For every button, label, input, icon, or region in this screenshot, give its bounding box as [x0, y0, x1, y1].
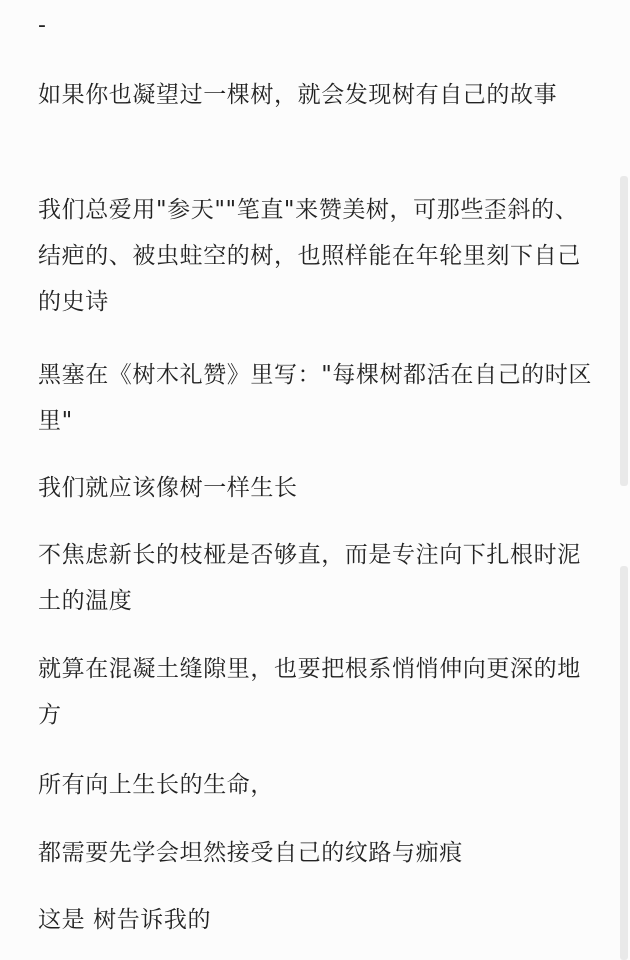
scrollbar-track-upper[interactable] [620, 176, 628, 486]
paragraph-3: 黑塞在《树木礼赞》里写："每棵树都活在自己的时区里" [38, 362, 592, 434]
paragraph-1: 如果你也凝望过一棵树，就会发现树有自己的故事 [38, 82, 558, 108]
separator-dash: - [38, 13, 46, 38]
paragraph-8: 都需要先学会坦然接受自己的纹路与痂痕 [38, 840, 463, 866]
scrollbar-track-lower[interactable] [620, 566, 628, 960]
paragraph-7: 所有向上生长的生命， [38, 772, 274, 798]
paragraph-9: 这是 树告诉我的 [38, 907, 212, 933]
paragraph-6: 就算在混凝土缝隙里，也要把根系悄悄伸向更深的地方 [38, 656, 581, 728]
paragraph-4: 我们就应该像树一样生长 [38, 475, 298, 501]
paragraph-5: 不焦虑新长的枝桠是否够直，而是专注向下扎根时泥土的温度 [38, 542, 581, 614]
paragraph-2: 我们总爱用"参天""笔直"来赞美树，可那些歪斜的、结疤的、被虫蛀空的树，也照样能在年轮里刻下自己的史诗 [38, 197, 581, 315]
